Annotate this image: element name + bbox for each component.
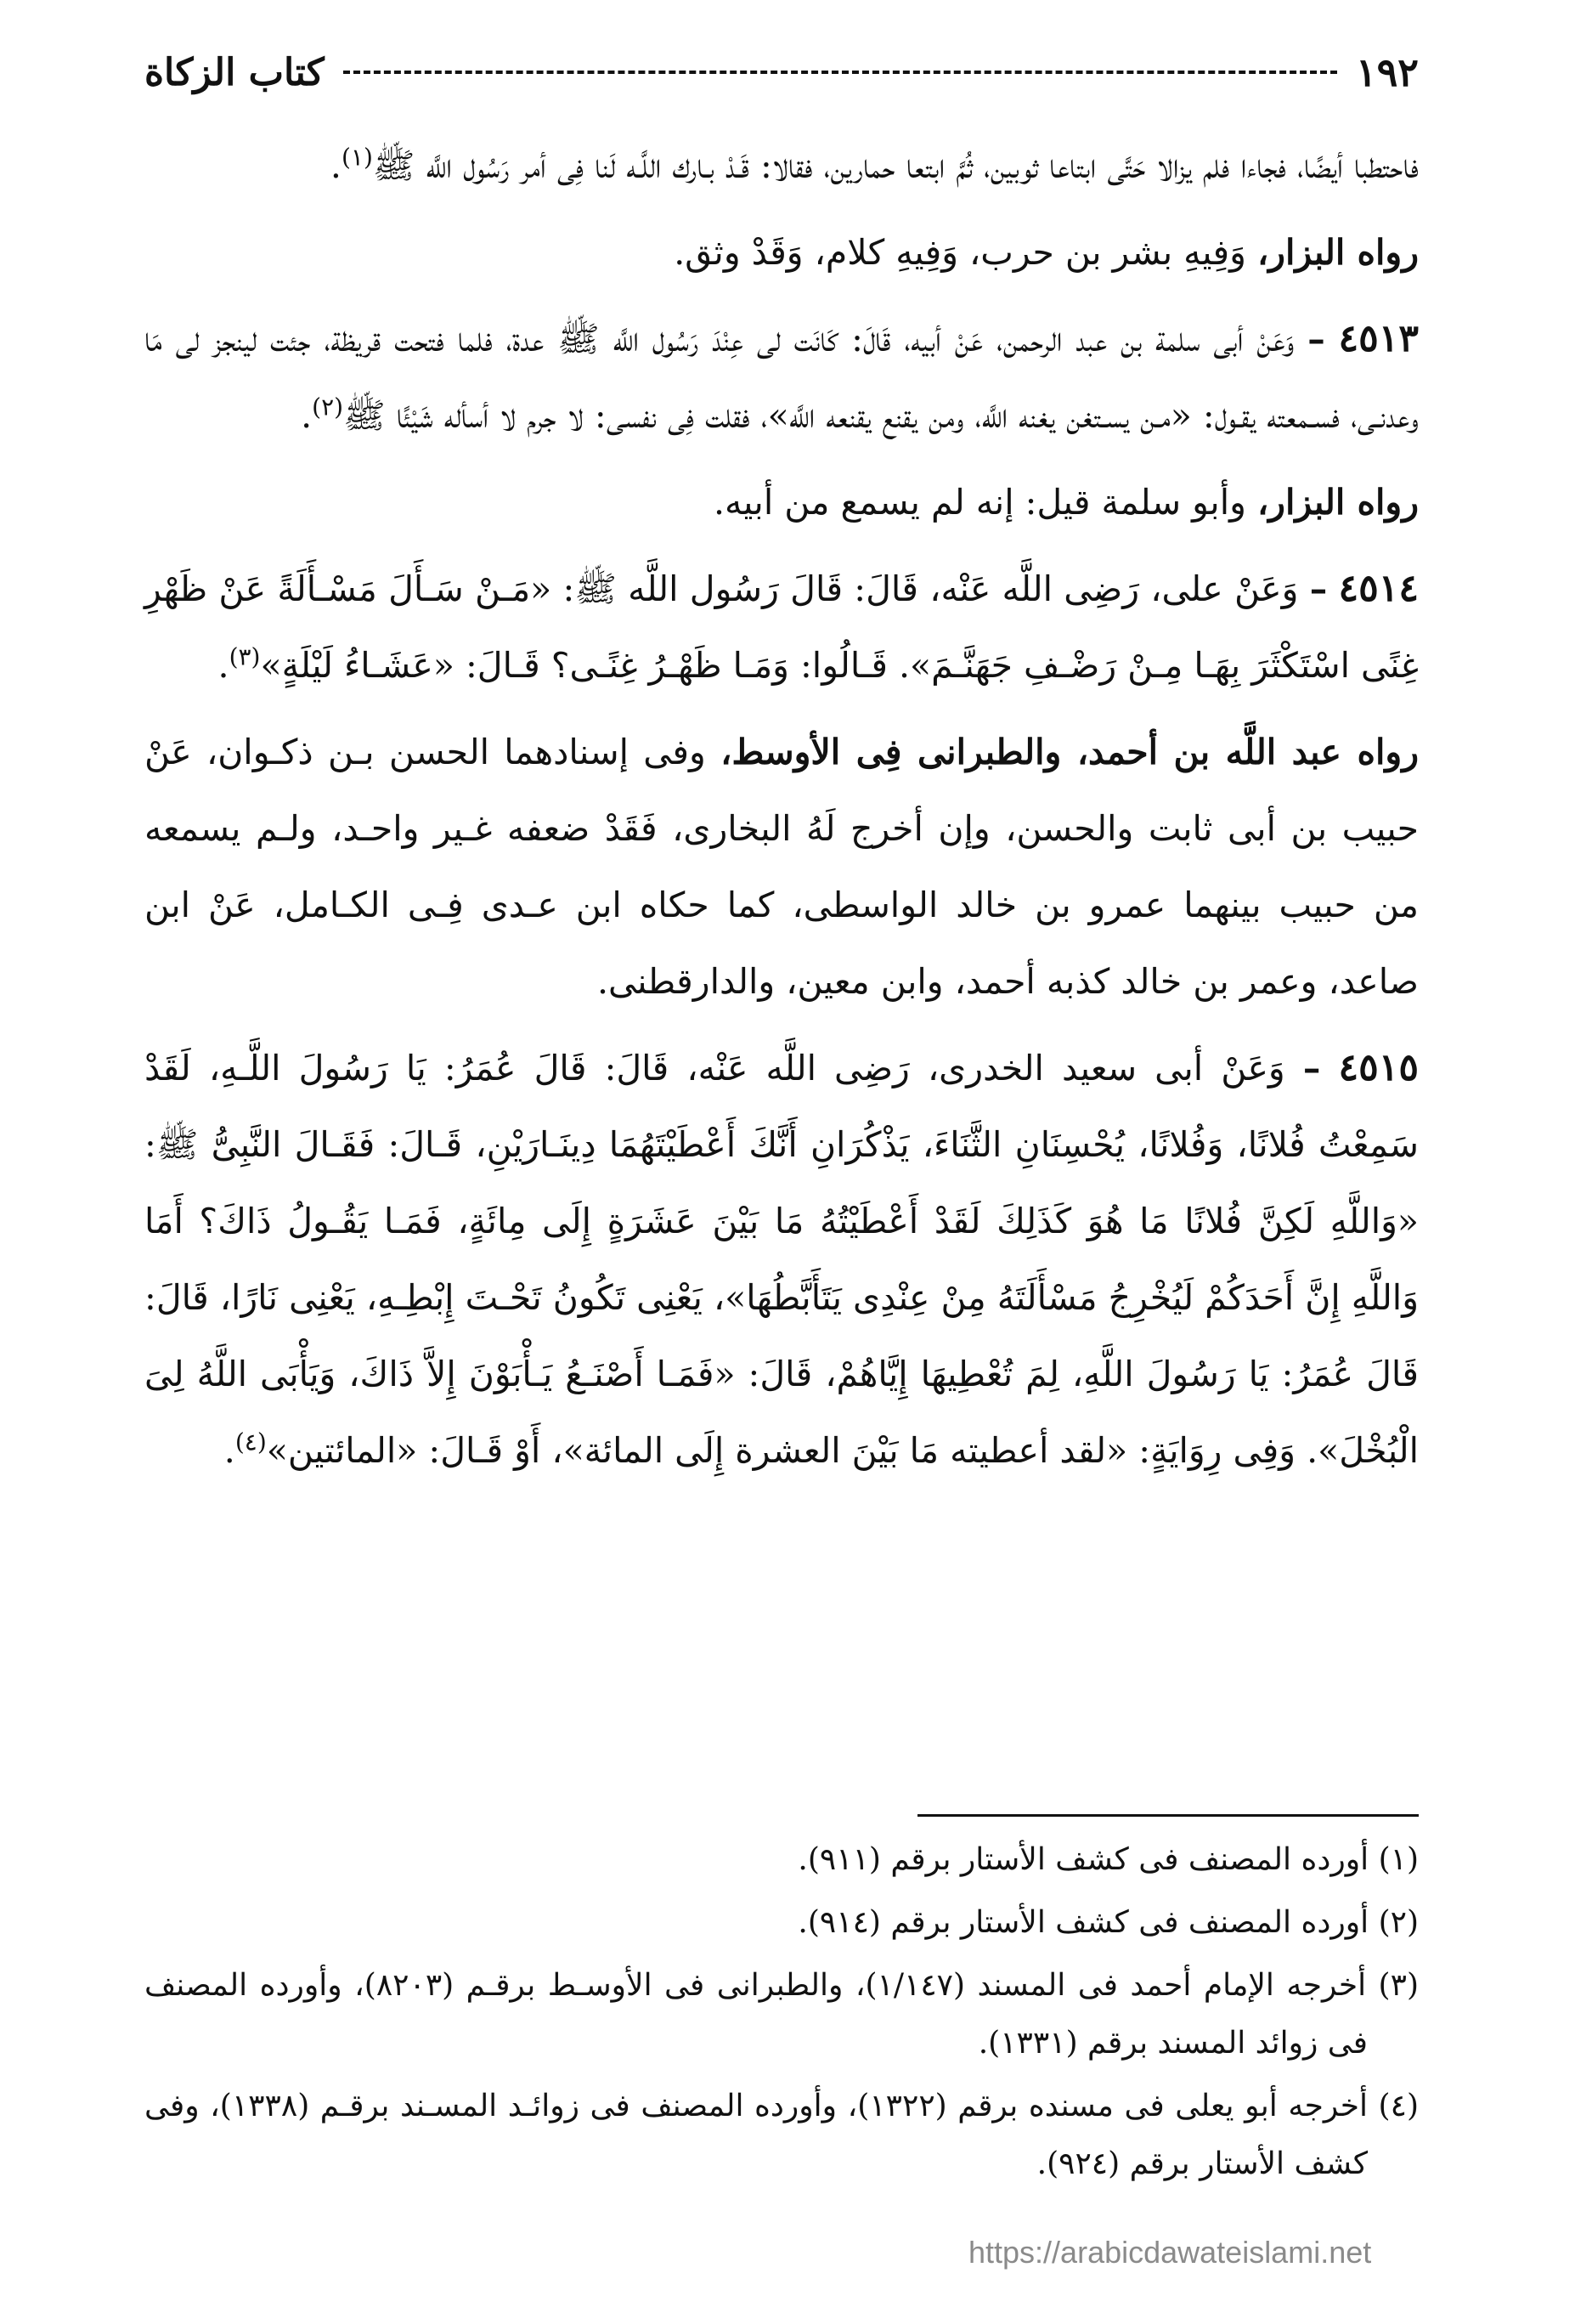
- source-note: [144, 714, 1419, 1020]
- source-attribution: رواه عبد اللَّه بن أحمد، والطبرانى فِى الأوسط،: [720, 732, 1419, 772]
- hadith-dash: –: [1307, 319, 1325, 359]
- source-attribution: رواه البزار،: [1256, 232, 1419, 273]
- footnote: (٤) أخرجه أبو يعلى فى مسنده برقم (١٣٢٢)، وأورده المصنف فى زوائـد المسـند برقـم (١٣٣٨)، وفى كشف الأستار برقم (٩٢٤).: [144, 2089, 1419, 2181]
- paragraph-tail: .: [301, 395, 313, 436]
- hadith-number: ٤٥١٤: [1338, 567, 1419, 610]
- paragraph-continuation: [144, 127, 1419, 204]
- hadith-4513: [144, 301, 1419, 454]
- main-text: [144, 127, 1419, 1499]
- source-note: [144, 464, 1419, 540]
- footnote-ref: (١): [341, 143, 373, 172]
- page-header: [144, 42, 1419, 102]
- hadith-dash: –: [1302, 1048, 1321, 1088]
- paragraph-text: فاحتطبا أيضًا، فجاءا فلم يزالا حَتَّى ابتاعا ثوبين، ثُمَّ ابتعا حمارين، فقالا: قَـدْ بـارك اللَّـه لَنا فِى أمر رَسُول اللَّه ﷺ: [372, 145, 1419, 186]
- footnote: (٢) أورده المصنف فى كشف الأستار برقم (٩١٤).: [798, 1905, 1419, 1940]
- hadith-dash: –: [1309, 568, 1328, 609]
- hadith-text: وَعَنْ أبى سلمة بن عبد الرحمن، عَنْ أبيه، قَالَ: كَانَت لى عِنْدَ رَسُول اللَّه ﷺ عدة، فلما فتحت قريظة، جئت لينجز لى مَا وعدنـى، فسـمعته يقـول: «مـن يسـتغن يغنه اللَّه، ومن يقنع يقنعه اللَّه»، فقلت فِى نفسى: لا جرم لا أسأله شَيْئًا ﷺ: [144, 319, 1419, 436]
- footnote-separator: [917, 1814, 1419, 1817]
- hadith-number: ٤٥١٥: [1338, 1046, 1419, 1089]
- source-text: وفى إسنادهما الحسن بـن ذكـوان، عَنْ حبيب بن أبى ثابت والحسن، وإن أخرج لَهُ البخارى، فَقَدْ ضعفه غـير واحـد، ولـم يسمعه من حبيب بينهما عمرو بن خالد الواسطى، كما حكاه ابن عـدى فِـى الكـامل، عَنْ ابن صاعد، وعمر بن خالد كذبه أحمد، وابن معين، والدارقطنى.: [144, 732, 1419, 1002]
- footnote: (٣) أخرجه الإمام أحمد فى المسند (١/١٤٧)، والطبرانى فى الأوسـط برقـم (٨٢٠٣)، وأورده المصنف فى زوائد المسند برقم (١٣٣١).: [144, 1968, 1419, 2061]
- footnote-ref: (٣): [229, 642, 261, 671]
- book-title: كتاب الزكاة: [144, 50, 325, 94]
- source-note: [144, 214, 1419, 291]
- footnote: (١) أورده المصنف فى كشف الأستار برقم (٩١١).: [798, 1842, 1419, 1877]
- watermark-url: https://arabicdawateislami.net: [968, 2235, 1372, 2270]
- hadith-text: وَعَنْ أبى سعيد الخدرى، رَضِى اللَّه عَنْه، قَالَ: قَالَ عُمَرُ: يَا رَسُولَ اللَّـهِ، لَقَدْ سَمِعْتُ فُلانًا، وَفُلانًا، يُحْسِنَانِ الثَّنَاءَ، يَذْكُرَانِ أَنَّكَ أَعْطَيْتَهُمَا دِينَـارَيْنِ، قَـالَ: فَقَـالَ النَّبِىُّ ﷺ: «وَاللَّهِ لَكِنَّ فُلانًا مَا هُوَ كَذَلِكَ لَقَدْ أَعْطَيْتُهُ مَا بَيْنَ عَشَرَةٍ إِلَى مِائَةٍ، فَمَـا يَقُـولُ ذَاكَ؟ أَمَا وَاللَّهِ إِنَّ أَحَدَكُمْ لَيُخْرِجُ مَسْأَلَتَهُ مِنْ عِنْدِى يَتَأَبَّطُهَا»، يَعْنِى تَكُونُ تَحْـتَ إِبْطِـهِ، يَعْنِى نَارًا، قَالَ: قَالَ عُمَرُ: يَا رَسُولَ اللَّهِ، لِمَ تُعْطِيهَا إِيَّاهُمْ، قَالَ: «فَمَـا أَصْنَـعُ يَـأْبَوْنَ إِلاَّ ذَاكَ، وَيَأْبَى اللَّهُ لِىَ الْبُخْلَ». وَفِى رِوَايَةٍ: «لقد أعطيته مَا بَيْنَ العشرة إِلَى المائة»، أَوْ قَـالَ: «المائتين»: [144, 1048, 1419, 1471]
- hadith-4514: [144, 551, 1419, 704]
- hadith-text: وَعَنْ على، رَضِى اللَّه عَنْه، قَالَ: قَالَ رَسُول اللَّه ﷺ: «مَـنْ سَـأَلَ مَسْـأَلَةً عَنْ ظَهْرِ غِنًى اسْتَكْثَرَ بِهَـا مِـنْ رَضْـفِ جَهَنَّـمَ». قَـالُوا: وَمَـا ظَهْـرُ غِنًـى؟ قَـالَ: «عَشَـاءُ لَيْلَةٍ»: [144, 568, 1419, 686]
- footnote-ref: (٤): [234, 1428, 267, 1456]
- hadith-4515: [144, 1030, 1419, 1489]
- paragraph-tail: .: [217, 645, 229, 686]
- paragraph-tail: .: [223, 1430, 235, 1471]
- source-text: وأبو سلمة قيل: إنه لم يسمع من أبيه.: [714, 482, 1257, 523]
- paragraph-tail: .: [330, 145, 342, 186]
- footnote-ref: (٢): [312, 393, 344, 421]
- page-number: ١٩٢: [1355, 49, 1419, 95]
- hadith-number: ٤٥١٣: [1338, 317, 1419, 360]
- footnotes: [144, 1831, 1419, 2198]
- source-attribution: رواه البزار،: [1256, 482, 1419, 523]
- header-dashed-rule: [343, 71, 1337, 74]
- source-text: وَفِيهِ بشر بن حرب، وَفِيهِ كلام، وَقَدْ وثق.: [674, 232, 1257, 273]
